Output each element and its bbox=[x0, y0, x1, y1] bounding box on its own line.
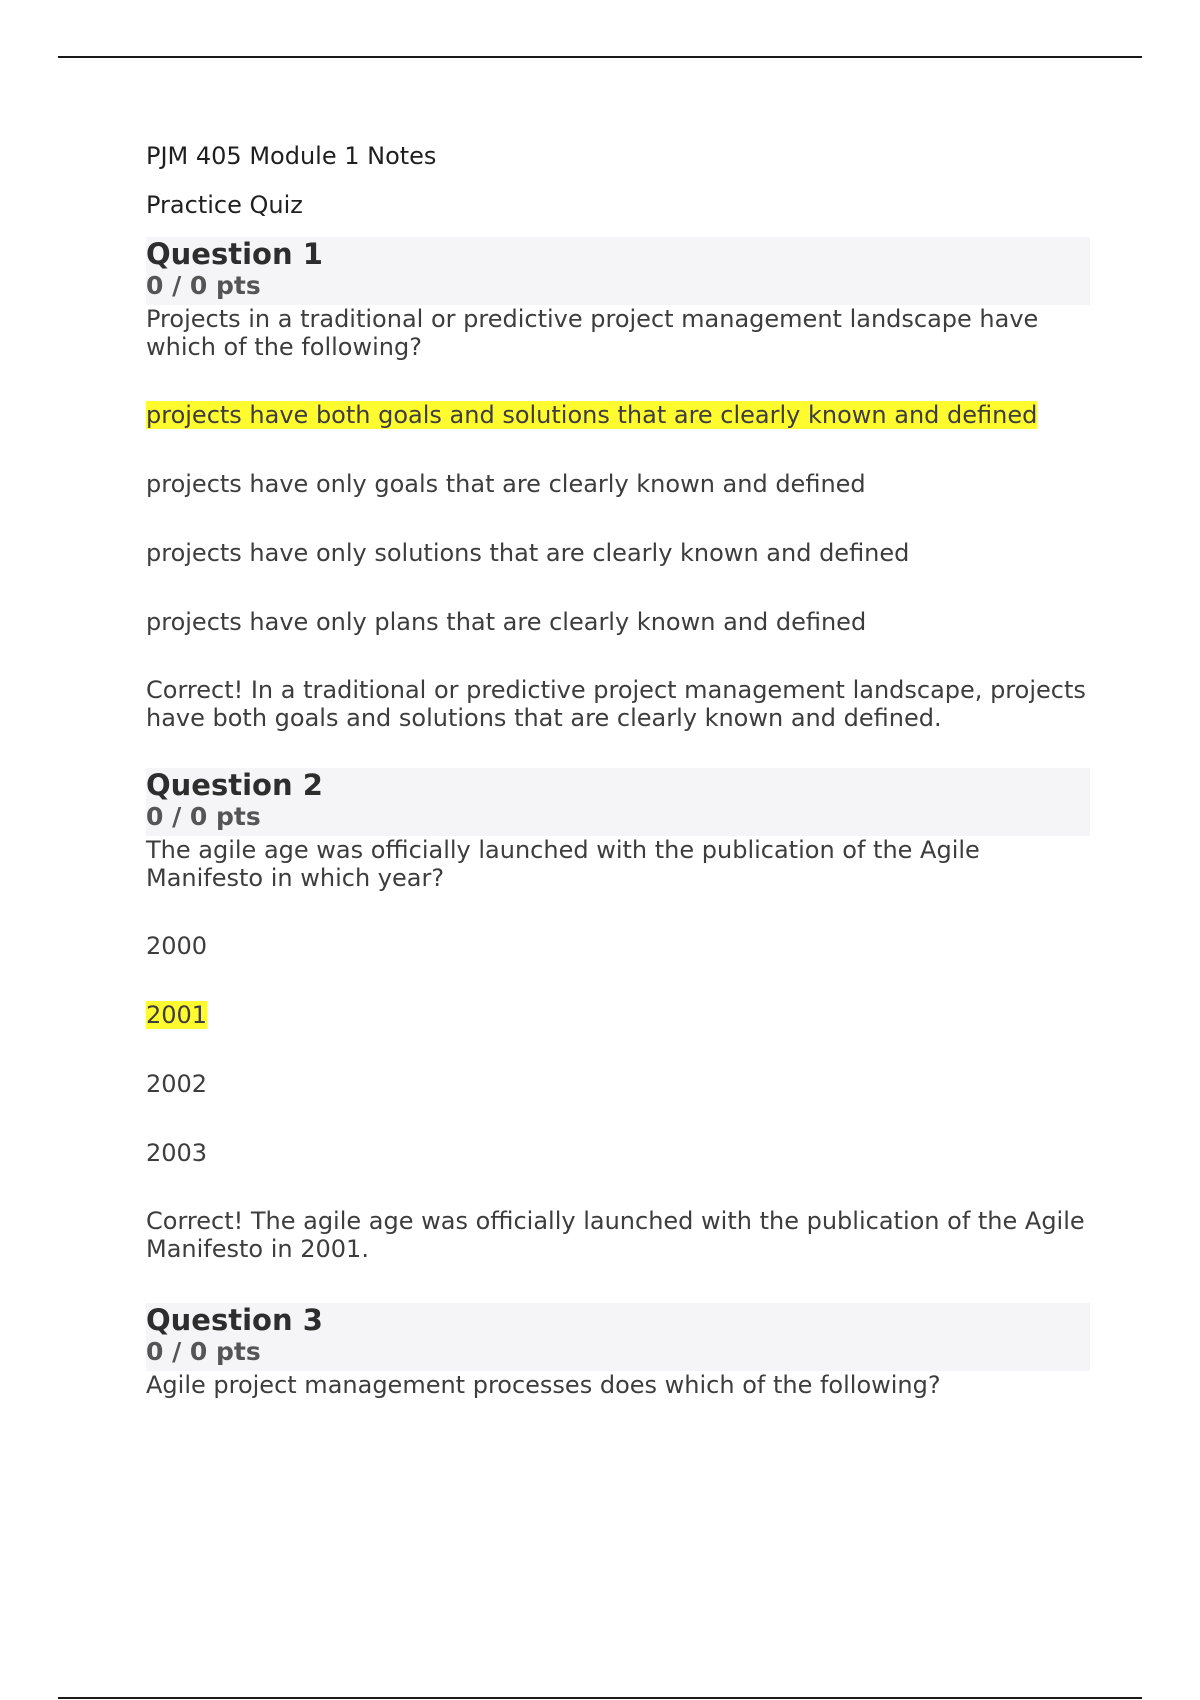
question-points: 0 / 0 pts bbox=[146, 1337, 261, 1366]
question-text: Agile project management processes does which of the following? bbox=[146, 1371, 941, 1399]
question-text: The agile age was officially launched with the publication of the Agile Manifesto in which year? bbox=[146, 836, 980, 892]
answer-list bbox=[146, 931, 1090, 1168]
question-points: 0 / 0 pts bbox=[146, 271, 261, 300]
answer-feedback: Correct! The agile age was officially launched with the publication of the Agile Manifesto in 2001. bbox=[146, 1207, 1085, 1263]
question-title: Question 3 bbox=[146, 1303, 323, 1337]
question-text: Projects in a traditional or predictive project management landscape have which of the following? bbox=[146, 305, 1039, 361]
answer-option[interactable] bbox=[146, 1138, 1090, 1168]
question-title: Question 1 bbox=[146, 237, 323, 271]
answer-option[interactable] bbox=[146, 469, 1090, 499]
question-header bbox=[146, 237, 1090, 305]
answer-text: projects have only goals that are clearly known and defined bbox=[146, 470, 866, 498]
question-3 bbox=[146, 1303, 1090, 1399]
answer-text: projects have only solutions that are clearly known and defined bbox=[146, 539, 910, 567]
answer-option[interactable] bbox=[146, 931, 1090, 961]
answer-list bbox=[146, 400, 1090, 637]
answer-feedback: Correct! In a traditional or predictive project management landscape, projects have both goals and solutions that are clearly known and defined. bbox=[146, 676, 1086, 732]
document-body bbox=[146, 140, 1090, 1399]
answer-text: 2002 bbox=[146, 1070, 208, 1098]
question-points: 0 / 0 pts bbox=[146, 802, 261, 831]
question-header bbox=[146, 1303, 1090, 1371]
answer-option[interactable] bbox=[146, 538, 1090, 568]
answer-option[interactable] bbox=[146, 1000, 1090, 1030]
answer-text-highlighted: 2001 bbox=[146, 1001, 208, 1029]
answer-text-highlighted: projects have both goals and solutions that are clearly known and defined bbox=[146, 401, 1038, 429]
answer-option[interactable] bbox=[146, 400, 1090, 430]
question-2 bbox=[146, 768, 1090, 1263]
answer-text: 2003 bbox=[146, 1139, 208, 1167]
answer-option[interactable] bbox=[146, 607, 1090, 637]
document-title: PJM 405 Module 1 Notes bbox=[146, 142, 437, 170]
question-title: Question 2 bbox=[146, 768, 323, 802]
answer-text: 2000 bbox=[146, 932, 208, 960]
top-rule bbox=[58, 56, 1142, 58]
document-subtitle: Practice Quiz bbox=[146, 191, 303, 219]
question-1 bbox=[146, 237, 1090, 732]
answer-text: projects have only plans that are clearly known and defined bbox=[146, 608, 867, 636]
answer-option[interactable] bbox=[146, 1069, 1090, 1099]
bottom-rule bbox=[58, 1697, 1142, 1699]
question-header bbox=[146, 768, 1090, 836]
